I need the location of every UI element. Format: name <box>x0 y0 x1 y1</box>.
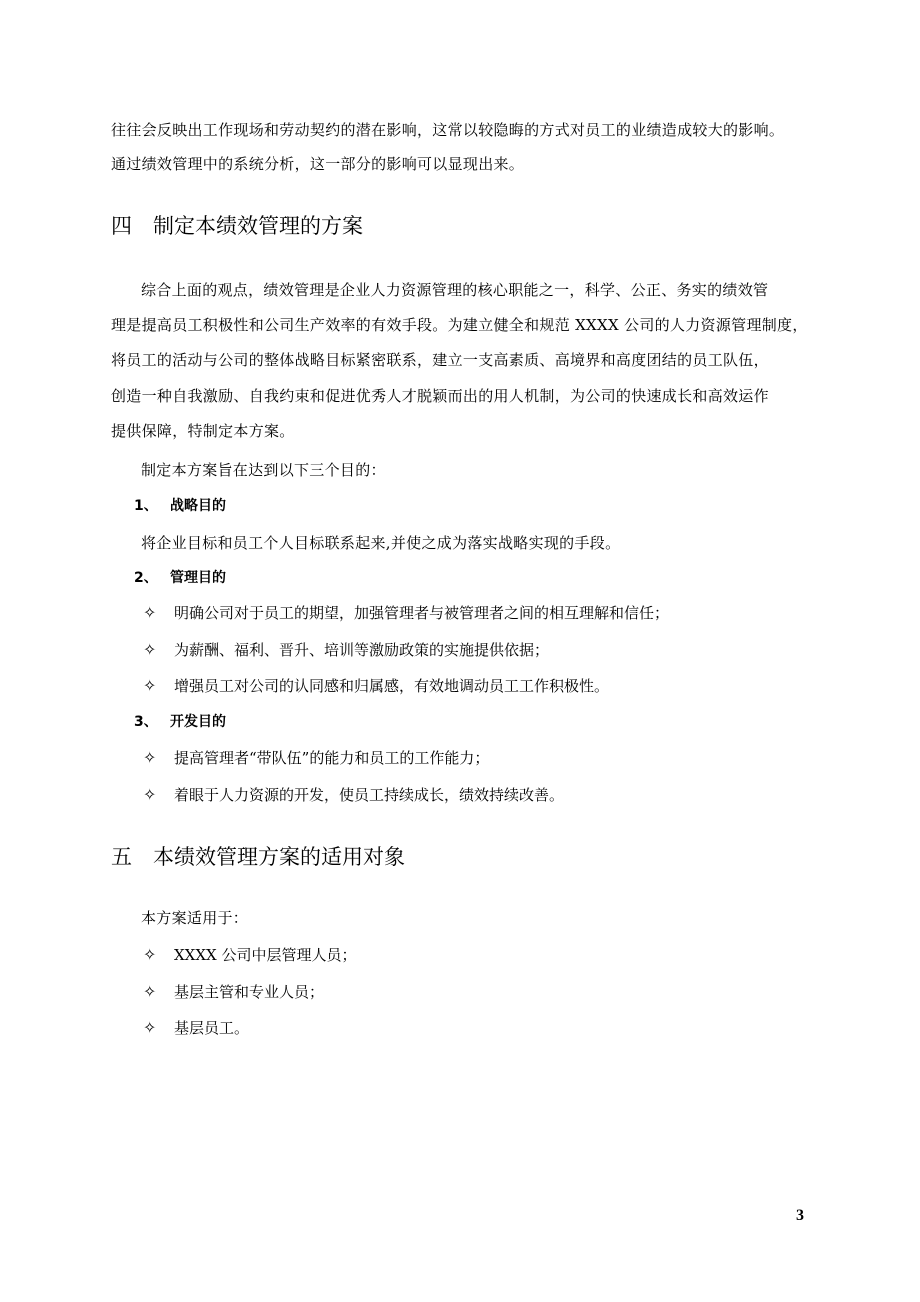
bullet-text: 提高管理者“带队伍”的能力和员工的工作能力； <box>174 749 490 767</box>
purpose-intro: 制定本方案旨在达到以下三个目的： <box>141 461 386 479</box>
goal-title: 战略目的 <box>170 498 226 514</box>
diamond-bullet-icon: ✧ <box>143 640 157 659</box>
section-5-heading <box>111 843 405 871</box>
section-5-intro: 本方案适用于： <box>141 909 249 927</box>
intro-line-1: 往往会反映出工作现场和劳动契约的潜在影响，这常以较隐晦的方式对员工的业绩造成较大的影响。 <box>111 121 785 139</box>
diamond-bullet-icon: ✧ <box>143 1018 157 1037</box>
goal-heading <box>134 568 226 588</box>
goal-number: 3、 <box>134 714 158 730</box>
bullet-item <box>143 1018 249 1038</box>
section-5-title: 本绩效管理方案的适用对象 <box>153 845 405 869</box>
goal-number: 2、 <box>134 570 158 586</box>
bullet-item <box>143 785 564 805</box>
bullet-item <box>143 748 489 768</box>
bullet-text: 着眼于人力资源的开发，使员工持续成长，绩效持续改善。 <box>174 786 565 804</box>
bullet-text: 明确公司对于员工的期望，加强管理者与被管理者之间的相互理解和信任； <box>174 604 670 622</box>
intro-line-2: 通过绩效管理中的系统分析，这一部分的影响可以显现出来。 <box>111 155 525 173</box>
bullet-item <box>143 640 549 660</box>
section-4-title: 制定本绩效管理的方案 <box>153 214 363 238</box>
diamond-bullet-icon: ✧ <box>143 945 157 964</box>
goal-number: 1、 <box>134 498 158 514</box>
diamond-bullet-icon: ✧ <box>143 982 157 1001</box>
bullet-item <box>143 603 669 623</box>
diamond-bullet-icon: ✧ <box>143 748 157 767</box>
diamond-bullet-icon: ✧ <box>143 785 157 804</box>
bullet-text: XXXX 公司中层管理人员； <box>174 946 357 964</box>
page-number: 3 <box>796 1207 804 1224</box>
bullet-text: 增强员工对公司的认同感和归属感，有效地调动员工工作积极性。 <box>174 677 610 695</box>
section-4-number: 四 <box>111 214 132 238</box>
goal-heading <box>134 712 226 732</box>
bullet-item <box>143 982 324 1002</box>
bullet-text: 为薪酬、福利、晋升、培训等激励政策的实施提供依据； <box>174 641 550 659</box>
section-4-para-line: 综合上面的观点，绩效管理是企业人力资源管理的核心职能之一，科学、公正、务实的绩效管 <box>141 281 769 299</box>
section-4-para-line: 提供保障，特制定本方案。 <box>111 422 295 440</box>
section-4-para-line: 创造一种自我激励、自我约束和促进优秀人才脱颖而出的用人机制，为公司的快速成长和高效运作 <box>111 387 769 405</box>
bullet-text: 基层员工。 <box>174 1019 250 1037</box>
bullet-item <box>143 676 609 696</box>
diamond-bullet-icon: ✧ <box>143 676 157 695</box>
goal-heading <box>134 496 226 516</box>
goal-description: 将企业目标和员工个人目标联系起来,并使之成为落实战略实现的手段。 <box>141 534 621 552</box>
bullet-text: 基层主管和专业人员； <box>174 983 325 1001</box>
diamond-bullet-icon: ✧ <box>143 603 157 622</box>
bullet-item <box>143 945 356 965</box>
goal-title: 开发目的 <box>170 714 226 730</box>
goal-title: 管理目的 <box>170 570 226 586</box>
section-4-para-line: 理是提高员工积极性和公司生产效率的有效手段。为建立健全和规范 XXXX 公司的人力资源管理制度， <box>111 316 808 334</box>
section-4-para-line: 将员工的活动与公司的整体战略目标紧密联系，建立一支高素质、高境界和高度团结的员工队伍， <box>111 351 769 369</box>
section-5-number: 五 <box>111 845 132 869</box>
section-4-heading <box>111 212 363 240</box>
